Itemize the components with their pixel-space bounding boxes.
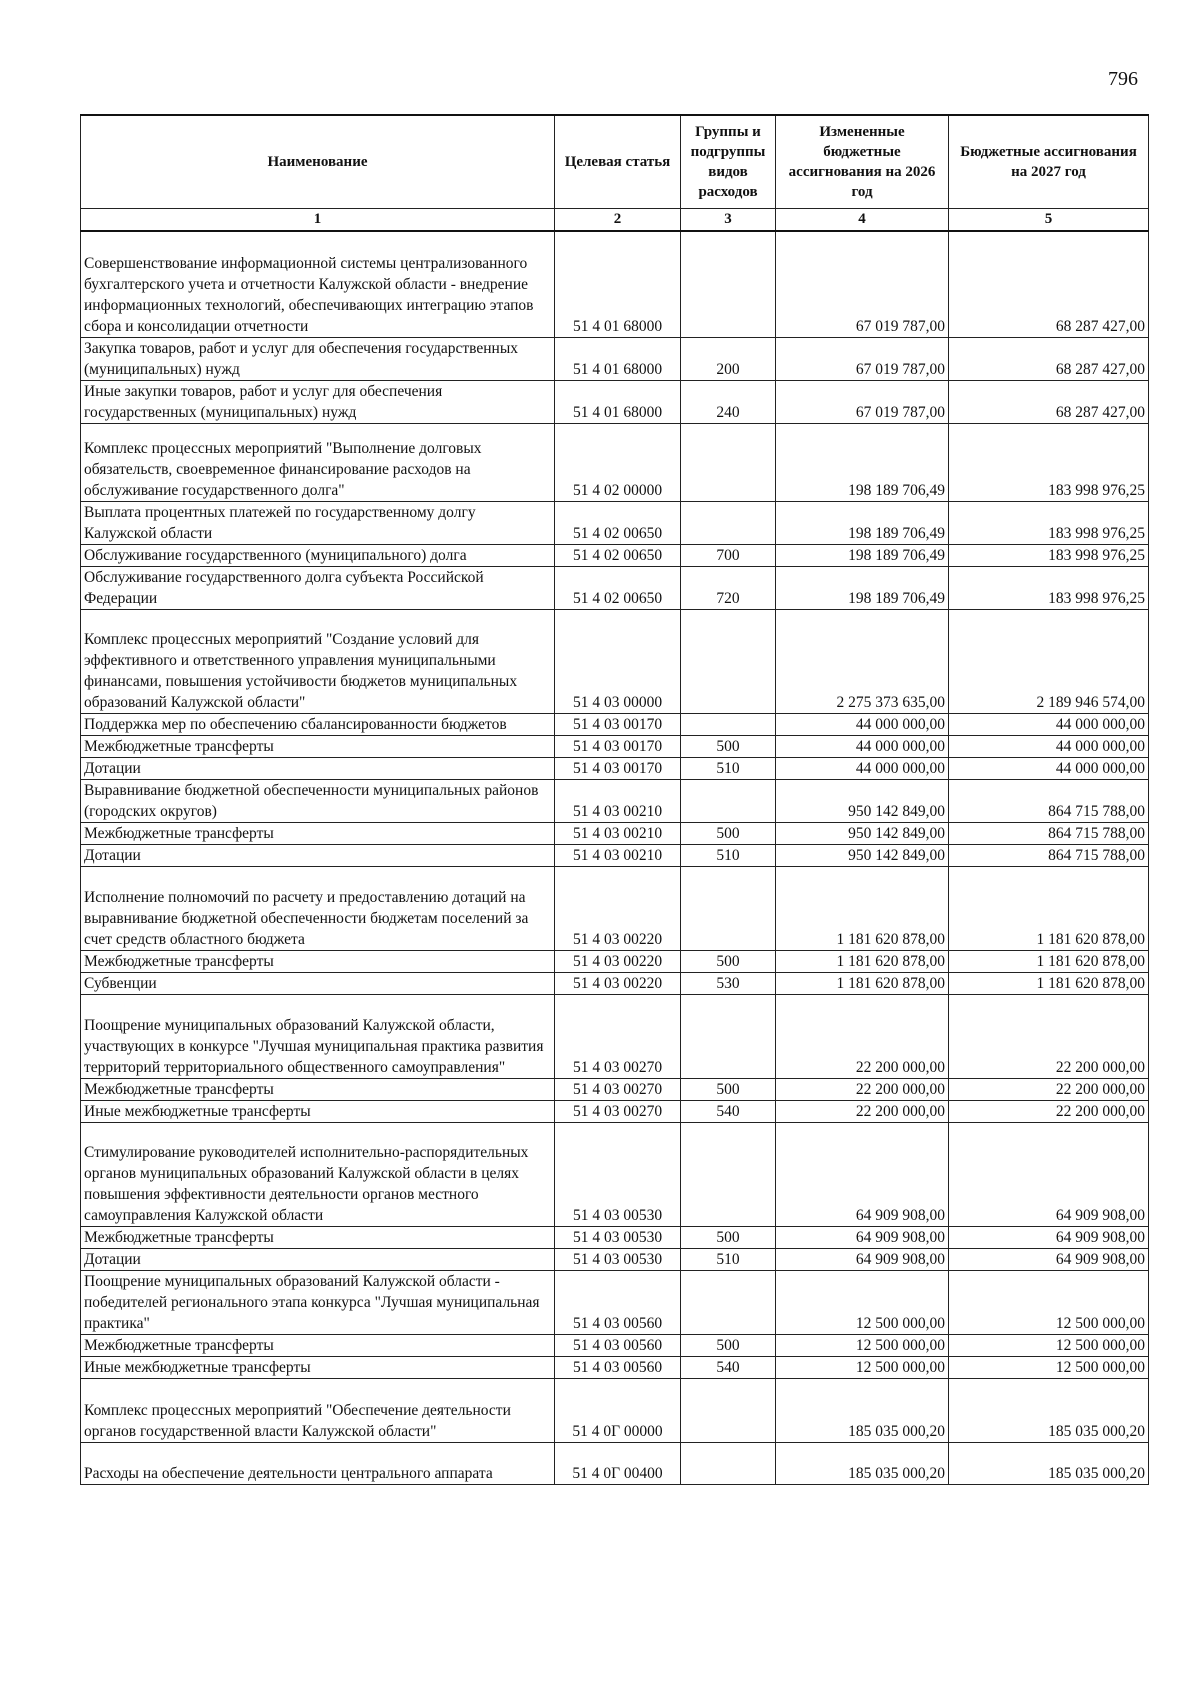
- row-amount-2026: 185 035 000,20: [776, 1442, 949, 1484]
- row-target-code: 51 4 03 00270: [555, 1100, 681, 1122]
- table-body: [81, 231, 1149, 1484]
- row-amount-2026: 1 181 620 878,00: [776, 950, 949, 972]
- row-amount-2027: 864 715 788,00: [949, 844, 1149, 866]
- table-row: [81, 1442, 1149, 1484]
- row-amount-2027: 2 189 946 574,00: [949, 609, 1149, 713]
- row-target-code: 51 4 03 00210: [555, 779, 681, 822]
- row-amount-2027: 68 287 427,00: [949, 231, 1149, 337]
- row-name: Выплата процентных платежей по государственному долгу Калужской области: [81, 501, 555, 544]
- table-row: [81, 1248, 1149, 1270]
- header-number: 3: [681, 209, 776, 232]
- row-target-code: 51 4 03 00270: [555, 1078, 681, 1100]
- row-amount-2027: 1 181 620 878,00: [949, 866, 1149, 950]
- page-number: 796: [1108, 68, 1138, 90]
- row-target-code: 51 4 02 00650: [555, 566, 681, 609]
- row-expense-group: 510: [681, 757, 776, 779]
- row-amount-2026: 198 189 706,49: [776, 423, 949, 501]
- table-row: [81, 822, 1149, 844]
- row-amount-2027: 864 715 788,00: [949, 822, 1149, 844]
- row-amount-2027: 44 000 000,00: [949, 735, 1149, 757]
- row-expense-group: 510: [681, 844, 776, 866]
- row-expense-group: [681, 866, 776, 950]
- row-amount-2026: 67 019 787,00: [776, 231, 949, 337]
- row-amount-2026: 950 142 849,00: [776, 822, 949, 844]
- row-expense-group: [681, 1270, 776, 1334]
- row-amount-2026: 185 035 000,20: [776, 1378, 949, 1442]
- row-amount-2027: 12 500 000,00: [949, 1356, 1149, 1378]
- row-target-code: 51 4 0Г 00400: [555, 1442, 681, 1484]
- row-name: Выравнивание бюджетной обеспеченности муниципальных районов (городских округов): [81, 779, 555, 822]
- row-expense-group: 720: [681, 566, 776, 609]
- row-amount-2027: 185 035 000,20: [949, 1442, 1149, 1484]
- table-row: [81, 866, 1149, 950]
- row-expense-group: 500: [681, 735, 776, 757]
- row-expense-group: [681, 779, 776, 822]
- row-name: Поощрение муниципальных образований Калужской области - победителей регионального этапа конкурса "Лучшая муниципальная практика": [81, 1270, 555, 1334]
- row-name: Исполнение полномочий по расчету и предоставлению дотаций на выравнивание бюджетной обеспеченности бюджетам поселений за счет средств областного бюджета: [81, 866, 555, 950]
- row-expense-group: 540: [681, 1100, 776, 1122]
- row-name: Межбюджетные трансферты: [81, 822, 555, 844]
- header-number: 1: [81, 209, 555, 232]
- row-amount-2027: 64 909 908,00: [949, 1226, 1149, 1248]
- row-amount-2027: 864 715 788,00: [949, 779, 1149, 822]
- row-amount-2026: 44 000 000,00: [776, 735, 949, 757]
- row-name: Дотации: [81, 757, 555, 779]
- header-amount-2027: Бюджетные ассигнования на 2027 год: [949, 115, 1149, 209]
- row-target-code: 51 4 03 00210: [555, 822, 681, 844]
- row-amount-2027: 68 287 427,00: [949, 380, 1149, 423]
- row-amount-2027: 44 000 000,00: [949, 757, 1149, 779]
- table-row: [81, 1226, 1149, 1248]
- row-amount-2027: 68 287 427,00: [949, 337, 1149, 380]
- row-expense-group: [681, 1378, 776, 1442]
- row-name: Межбюджетные трансферты: [81, 735, 555, 757]
- row-target-code: 51 4 01 68000: [555, 231, 681, 337]
- row-name: Иные межбюджетные трансферты: [81, 1100, 555, 1122]
- row-expense-group: 500: [681, 822, 776, 844]
- row-target-code: 51 4 0Г 00000: [555, 1378, 681, 1442]
- row-expense-group: [681, 713, 776, 735]
- row-amount-2027: 1 181 620 878,00: [949, 972, 1149, 994]
- row-target-code: 51 4 01 68000: [555, 380, 681, 423]
- row-name: Поощрение муниципальных образований Калужской области, участвующих в конкурсе "Лучшая муниципальная практика развития территорий территориального общественного самоуправления": [81, 994, 555, 1078]
- row-target-code: 51 4 03 00220: [555, 972, 681, 994]
- row-target-code: 51 4 03 00560: [555, 1270, 681, 1334]
- row-name: Совершенствование информационной системы централизованного бухгалтерского учета и отчетности Калужской области - внедрение информационных технологий, обеспечивающих интеграцию этапов сбора и консолидации отчетности: [81, 231, 555, 337]
- row-amount-2027: 185 035 000,20: [949, 1378, 1149, 1442]
- row-name: Иные межбюджетные трансферты: [81, 1356, 555, 1378]
- row-expense-group: [681, 423, 776, 501]
- row-amount-2027: 22 200 000,00: [949, 994, 1149, 1078]
- row-expense-group: [681, 1442, 776, 1484]
- header-number: 4: [776, 209, 949, 232]
- row-name: Межбюджетные трансферты: [81, 1078, 555, 1100]
- table-row: [81, 231, 1149, 337]
- row-amount-2027: 183 998 976,25: [949, 423, 1149, 501]
- table-row: [81, 1356, 1149, 1378]
- row-expense-group: 540: [681, 1356, 776, 1378]
- row-amount-2027: 22 200 000,00: [949, 1100, 1149, 1122]
- table-row: [81, 844, 1149, 866]
- row-expense-group: 500: [681, 1334, 776, 1356]
- row-amount-2026: 67 019 787,00: [776, 380, 949, 423]
- table-row: [81, 779, 1149, 822]
- row-name: Комплекс процессных мероприятий "Обеспечение деятельности органов государственной власти Калужской области": [81, 1378, 555, 1442]
- row-name: Поддержка мер по обеспечению сбалансированности бюджетов: [81, 713, 555, 735]
- row-target-code: 51 4 03 00210: [555, 844, 681, 866]
- row-amount-2027: 44 000 000,00: [949, 713, 1149, 735]
- row-expense-group: [681, 994, 776, 1078]
- row-expense-group: [681, 1122, 776, 1226]
- table-row: [81, 1378, 1149, 1442]
- row-expense-group: 500: [681, 950, 776, 972]
- table-row: [81, 566, 1149, 609]
- row-target-code: 51 4 02 00650: [555, 544, 681, 566]
- row-name: Дотации: [81, 1248, 555, 1270]
- row-amount-2027: 12 500 000,00: [949, 1334, 1149, 1356]
- row-amount-2026: 64 909 908,00: [776, 1248, 949, 1270]
- row-name: Иные закупки товаров, работ и услуг для обеспечения государственных (муниципальных) нужд: [81, 380, 555, 423]
- row-amount-2027: 64 909 908,00: [949, 1122, 1149, 1226]
- row-name: Субвенции: [81, 972, 555, 994]
- row-name: Закупка товаров, работ и услуг для обеспечения государственных (муниципальных) нужд: [81, 337, 555, 380]
- row-target-code: 51 4 02 00000: [555, 423, 681, 501]
- row-expense-group: [681, 501, 776, 544]
- header-name: Наименование: [81, 115, 555, 209]
- row-amount-2026: 12 500 000,00: [776, 1356, 949, 1378]
- row-amount-2026: 64 909 908,00: [776, 1122, 949, 1226]
- row-target-code: 51 4 03 00530: [555, 1248, 681, 1270]
- row-amount-2026: 198 189 706,49: [776, 544, 949, 566]
- table-row: [81, 337, 1149, 380]
- row-amount-2027: 183 998 976,25: [949, 501, 1149, 544]
- row-name: Межбюджетные трансферты: [81, 950, 555, 972]
- row-amount-2027: 22 200 000,00: [949, 1078, 1149, 1100]
- header-amount-2026: Измененные бюджетные ассигнования на 2026 год: [776, 115, 949, 209]
- table-row: [81, 713, 1149, 735]
- row-amount-2026: 12 500 000,00: [776, 1270, 949, 1334]
- row-amount-2026: 22 200 000,00: [776, 994, 949, 1078]
- row-expense-group: 240: [681, 380, 776, 423]
- table-row: [81, 1122, 1149, 1226]
- table-row: [81, 501, 1149, 544]
- table-row: [81, 972, 1149, 994]
- row-amount-2027: 183 998 976,25: [949, 544, 1149, 566]
- table-row: [81, 423, 1149, 501]
- header-code: Целевая статья: [555, 115, 681, 209]
- row-name: Расходы на обеспечение деятельности центрального аппарата: [81, 1442, 555, 1484]
- row-amount-2026: 950 142 849,00: [776, 779, 949, 822]
- header-number: 5: [949, 209, 1149, 232]
- row-amount-2026: 64 909 908,00: [776, 1226, 949, 1248]
- row-target-code: 51 4 03 00560: [555, 1356, 681, 1378]
- row-amount-2027: 1 181 620 878,00: [949, 950, 1149, 972]
- row-expense-group: 500: [681, 1226, 776, 1248]
- table-row: [81, 757, 1149, 779]
- table-row: [81, 950, 1149, 972]
- row-amount-2027: 12 500 000,00: [949, 1270, 1149, 1334]
- row-name: Стимулирование руководителей исполнительно-распорядительных органов муниципальных образований Калужской области в целях повышения эффективности деятельности органов местного самоуправления Калужской области: [81, 1122, 555, 1226]
- row-name: Комплекс процессных мероприятий "Выполнение долговых обязательств, своевременное финансирование расходов на обслуживание государственного долга": [81, 423, 555, 501]
- row-expense-group: 700: [681, 544, 776, 566]
- row-name: Обслуживание государственного долга субъекта Российской Федерации: [81, 566, 555, 609]
- row-target-code: 51 4 01 68000: [555, 337, 681, 380]
- row-amount-2026: 950 142 849,00: [776, 844, 949, 866]
- row-amount-2026: 198 189 706,49: [776, 501, 949, 544]
- table-row: [81, 1100, 1149, 1122]
- row-amount-2027: 64 909 908,00: [949, 1248, 1149, 1270]
- table-row: [81, 609, 1149, 713]
- row-amount-2026: 12 500 000,00: [776, 1334, 949, 1356]
- table-row: [81, 735, 1149, 757]
- row-amount-2026: 22 200 000,00: [776, 1078, 949, 1100]
- row-target-code: 51 4 03 00170: [555, 735, 681, 757]
- row-target-code: 51 4 03 00000: [555, 609, 681, 713]
- row-amount-2026: 1 181 620 878,00: [776, 866, 949, 950]
- row-expense-group: [681, 231, 776, 337]
- row-amount-2027: 183 998 976,25: [949, 566, 1149, 609]
- row-amount-2026: 22 200 000,00: [776, 1100, 949, 1122]
- row-expense-group: 530: [681, 972, 776, 994]
- table-row: [81, 1270, 1149, 1334]
- header-group: Группы и подгруппы видов расходов: [681, 115, 776, 209]
- row-target-code: 51 4 03 00530: [555, 1226, 681, 1248]
- header-number: 2: [555, 209, 681, 232]
- table-row: [81, 544, 1149, 566]
- row-amount-2026: 198 189 706,49: [776, 566, 949, 609]
- row-target-code: 51 4 03 00270: [555, 994, 681, 1078]
- row-name: Межбюджетные трансферты: [81, 1334, 555, 1356]
- row-name: Комплекс процессных мероприятий "Создание условий для эффективного и ответственного управления муниципальными финансами, повышения устойчивости бюджетов муниципальных образований Калужской области": [81, 609, 555, 713]
- budget-table: [80, 114, 1149, 1485]
- row-expense-group: [681, 609, 776, 713]
- header-row: [81, 115, 1149, 209]
- row-target-code: 51 4 03 00560: [555, 1334, 681, 1356]
- table-row: [81, 1334, 1149, 1356]
- table-row: [81, 1078, 1149, 1100]
- row-amount-2026: 1 181 620 878,00: [776, 972, 949, 994]
- row-name: Дотации: [81, 844, 555, 866]
- row-amount-2026: 44 000 000,00: [776, 713, 949, 735]
- row-target-code: 51 4 03 00220: [555, 950, 681, 972]
- row-amount-2026: 44 000 000,00: [776, 757, 949, 779]
- row-name: Межбюджетные трансферты: [81, 1226, 555, 1248]
- table-row: [81, 380, 1149, 423]
- row-target-code: 51 4 03 00170: [555, 757, 681, 779]
- row-expense-group: 200: [681, 337, 776, 380]
- row-expense-group: 510: [681, 1248, 776, 1270]
- row-target-code: 51 4 03 00220: [555, 866, 681, 950]
- row-expense-group: 500: [681, 1078, 776, 1100]
- row-name: Обслуживание государственного (муниципального) долга: [81, 544, 555, 566]
- row-target-code: 51 4 03 00170: [555, 713, 681, 735]
- row-target-code: 51 4 02 00650: [555, 501, 681, 544]
- row-target-code: 51 4 03 00530: [555, 1122, 681, 1226]
- header-number-row: [81, 209, 1149, 232]
- table-row: [81, 994, 1149, 1078]
- row-amount-2026: 2 275 373 635,00: [776, 609, 949, 713]
- row-amount-2026: 67 019 787,00: [776, 337, 949, 380]
